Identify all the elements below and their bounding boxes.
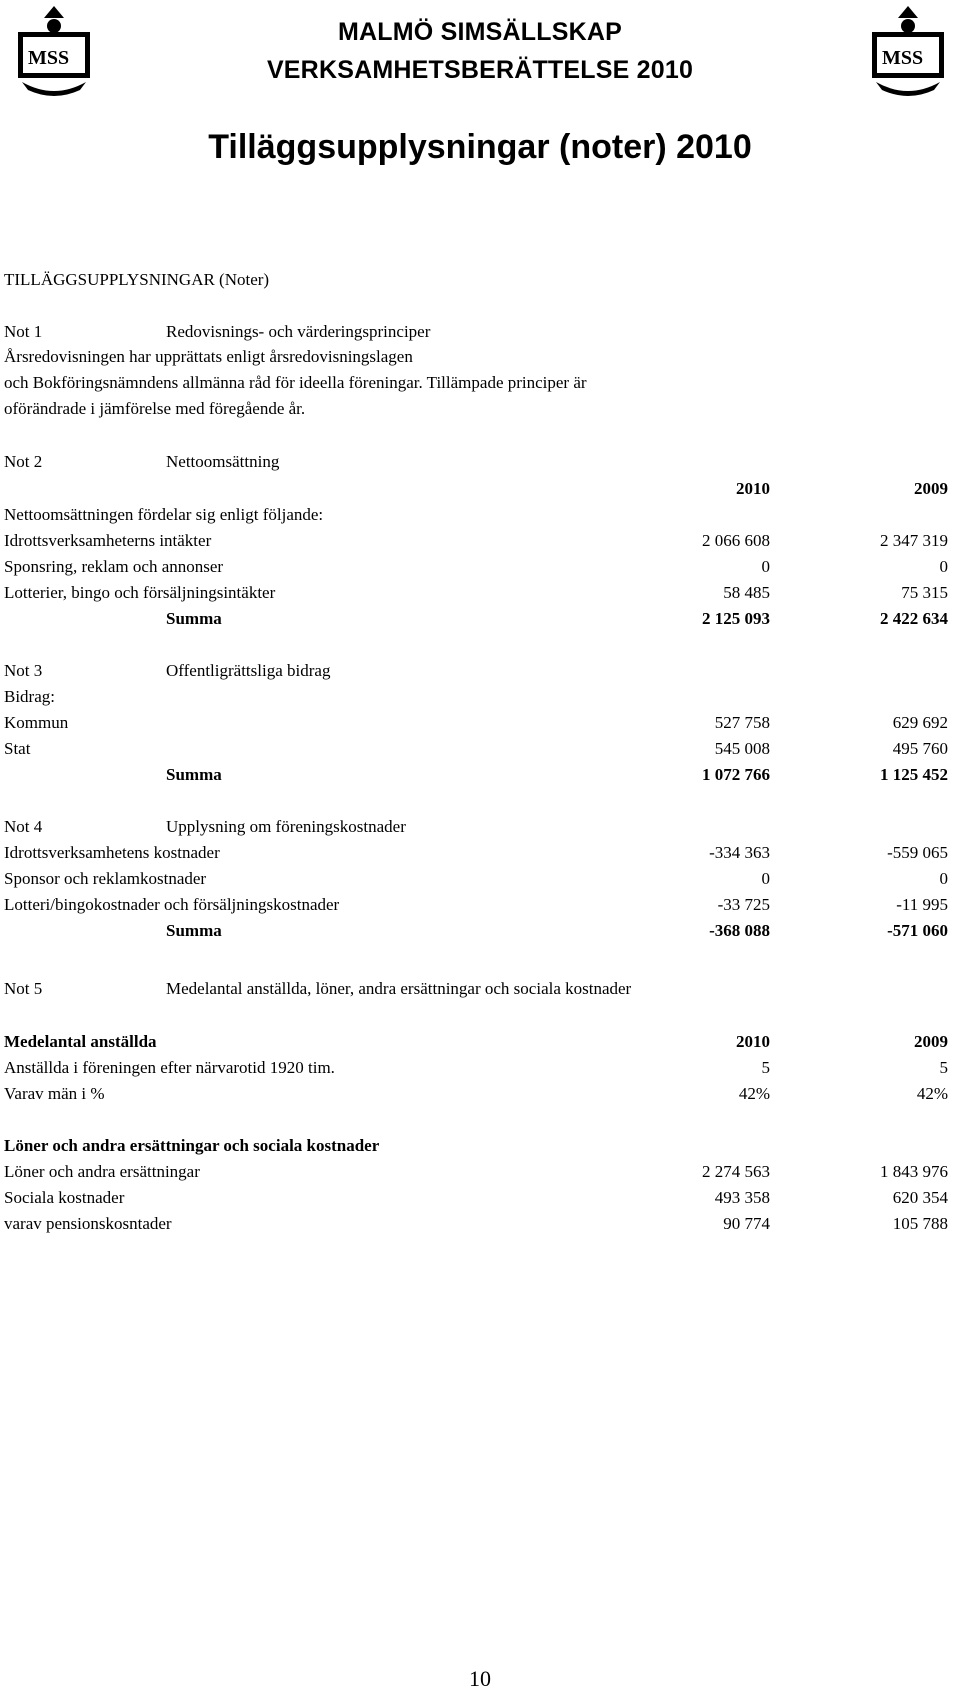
note1-text-line: oförändrade i jämförelse med föregående år. [4,399,306,418]
note3-subheading: Bidrag: [4,687,55,706]
note4-row-2009: 0 [939,869,948,888]
salaries-row-2009: 1 843 976 [880,1162,948,1181]
salaries-row-2010: 90 774 [723,1214,770,1233]
note2-sum-label: Summa [166,609,222,628]
note2-row-2010: 2 066 608 [702,531,770,550]
note1-text-line: och Bokföringsnämndens allmänna råd för ideella föreningar. Tillämpade principer är [4,373,587,392]
note2-label: Not 2 [4,452,43,471]
note4-row-2009: -559 065 [887,843,948,862]
note4-row-2009: -11 995 [896,895,948,914]
note4-row-2010: -334 363 [709,843,770,862]
note2-row-label: Sponsring, reklam och annonser [4,557,224,576]
salaries-row-2009: 620 354 [892,1188,948,1207]
note2-row-2009: 75 315 [901,583,948,602]
note2-row-2009: 0 [939,557,948,576]
salaries-row-2009: 105 788 [892,1214,948,1233]
note2-row-label: Lotterier, bingo och försäljningsintäkter [4,583,276,602]
employees-row-2009: 42% [916,1084,948,1103]
note4-row-label: Lotteri/bingokostnader och försäljningskostnader [4,895,340,914]
note3-row-2009: 629 692 [892,713,948,732]
note3-row-2010: 527 758 [714,713,770,732]
page-number: 10 [469,1666,491,1691]
employees-row-2010: 5 [761,1058,770,1077]
note2-sum-2010: 2 125 093 [702,609,770,628]
note2-row-label: Idrottsverksamheterns intäkter [4,531,212,550]
employees-row-label: Anställda i föreningen efter närvarotid 1920 tim. [4,1058,335,1077]
note4-row-label: Sponsor och reklamkostnader [4,869,207,888]
svg-text:MSS: MSS [882,47,924,69]
employees-heading: Medelantal anställda [4,1032,157,1051]
note2-subheading: Nettoomsättningen fördelar sig enligt följande: [4,505,324,524]
employees-row-2010: 42% [738,1084,770,1103]
note1-title: Redovisnings- och värderingsprinciper [166,322,431,341]
salaries-row-2010: 493 358 [714,1188,770,1207]
org-name: MALMÖ SIMSÄLLSKAP [338,18,622,46]
note2-year-2009: 2009 [914,479,948,498]
note5-label: Not 5 [4,979,43,998]
note3-row-2009: 495 760 [892,739,948,758]
note4-sum-label: Summa [166,921,222,940]
note3-row-label: Stat [4,739,31,758]
page-title: Tilläggsupplysningar (noter) 2010 [208,128,752,166]
note4-sum-2009: -571 060 [887,921,948,940]
note3-row-label: Kommun [4,713,69,732]
note3-sum-2009: 1 125 452 [880,765,948,784]
report-name: VERKSAMHETSBERÄTTELSE 2010 [266,56,694,84]
note2-title: Nettoomsättning [166,452,280,471]
note3-label: Not 3 [4,661,43,680]
note5-title: Medelantal anställda, löner, andra ersättningar och sociala kostnader [166,979,632,998]
employees-year-2010: 2010 [736,1032,770,1051]
salaries-row-label: Sociala kostnader [4,1188,125,1207]
note4-label: Not 4 [4,817,43,836]
salaries-heading: Löner och andra ersättningar och sociala kostnader [4,1136,380,1155]
note1-label: Not 1 [4,322,43,341]
note3-title: Offentligrättsliga bidrag [166,661,331,680]
note4-title: Upplysning om föreningskostnader [166,817,406,836]
note3-sum-2010: 1 072 766 [702,765,770,784]
employees-row-label: Varav män i % [4,1084,105,1103]
note4-row-2010: 0 [761,869,770,888]
note2-row-2010: 0 [761,557,770,576]
salaries-row-label: varav pensionskosntader [4,1214,172,1233]
note2-row-2009: 2 347 319 [880,531,948,550]
intro-heading: TILLÄGGSUPPLYSNINGAR (Noter) [4,270,270,289]
employees-row-2009: 5 [939,1058,948,1077]
note1-text-line: Årsredovisningen har upprättats enligt årsredovisningslagen [4,347,413,366]
salaries-row-label: Löner och andra ersättningar [4,1162,200,1181]
employees-year-2009: 2009 [914,1032,948,1051]
note4-row-2010: -33 725 [717,895,770,914]
note4-sum-2010: -368 088 [709,921,770,940]
note2-row-2010: 58 485 [723,583,770,602]
note3-sum-label: Summa [166,765,222,784]
svg-text:MSS: MSS [28,47,70,69]
salaries-row-2010: 2 274 563 [702,1162,770,1181]
note4-row-label: Idrottsverksamhetens kostnader [4,843,220,862]
note2-year-2010: 2010 [736,479,770,498]
note3-row-2010: 545 008 [714,739,770,758]
note2-sum-2009: 2 422 634 [880,609,948,628]
